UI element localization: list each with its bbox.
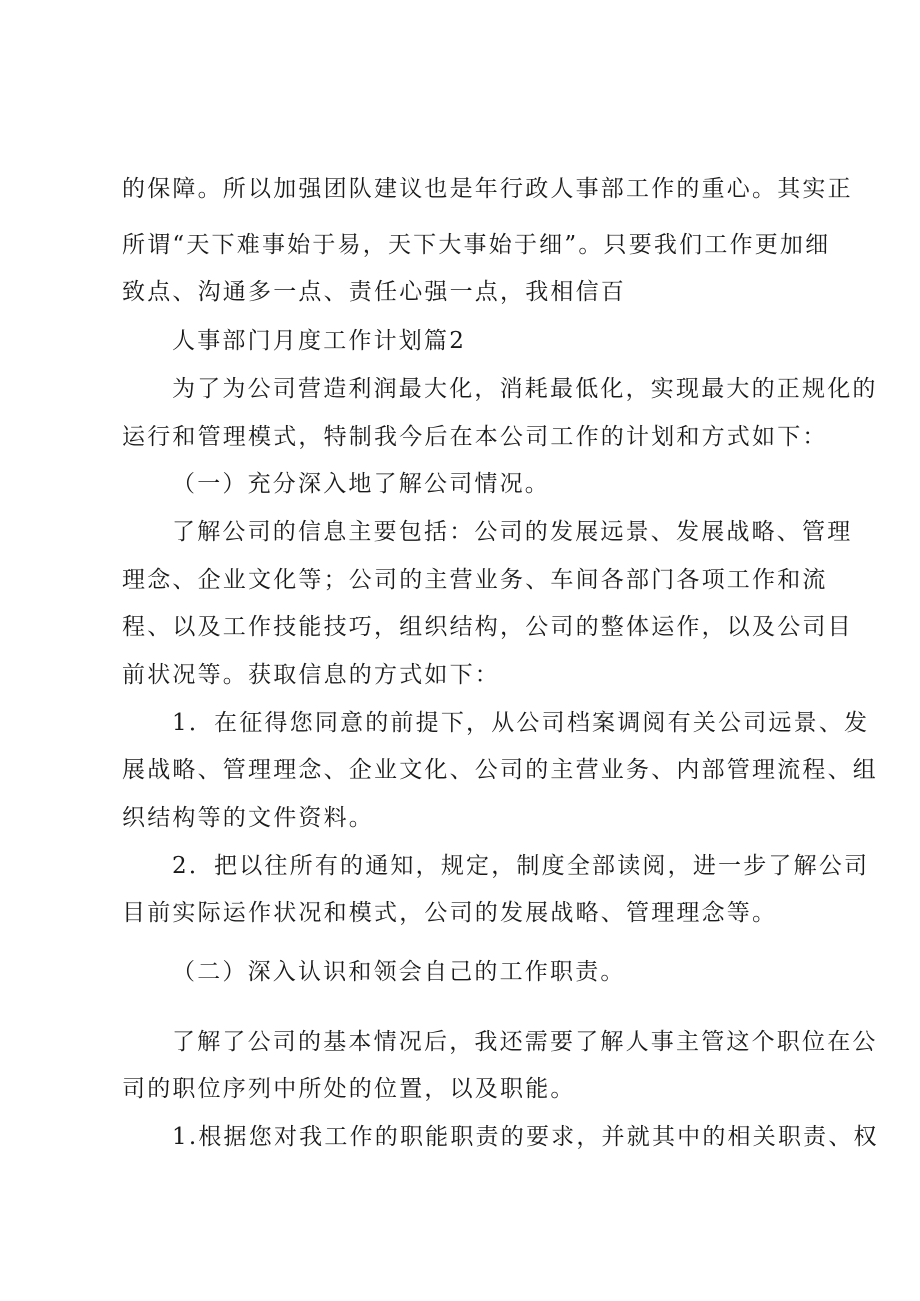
- paragraph-line: 运行和管理模式，特制我今后在本公司工作的计划和方式如下：: [122, 424, 828, 450]
- list-item-line: 2．把以往所有的通知，规定，制度全部读阅，进一步了解公司: [172, 853, 870, 879]
- paragraph-line: 理念、企业文化等；公司的主营业务、车间各部门各项工作和流: [122, 567, 828, 593]
- list-item-line: 1．在征得您同意的前提下，从公司档案调阅有关公司远景、发: [172, 710, 870, 736]
- paragraph-line: 了解了公司的基本情况后，我还需要了解人事主管这个职位在公: [172, 1029, 878, 1055]
- paragraph-line: 为了为公司营造利润最大化，消耗最低化，实现最大的正规化的: [172, 376, 878, 402]
- paragraph-line: 所谓“天下难事始于易，天下大事始于细”。只要我们工作更加细: [122, 232, 831, 258]
- list-item-line: 1.根据您对我工作的职能职责的要求，并就其中的相关职责、权: [172, 1124, 879, 1150]
- list-item-line: 目前实际运作状况和模式，公司的发展战略、管理理念等。: [122, 900, 778, 926]
- paragraph-line: 前状况等。获取信息的方式如下：: [122, 662, 500, 688]
- subsection-heading: （二）深入认识和领会自己的工作职责。: [172, 959, 626, 985]
- list-item-line: 展战略、管理理念、企业文化、公司的主营业务、内部管理流程、组: [122, 757, 878, 783]
- section-heading: 人事部门月度工作计划篇2: [172, 328, 467, 354]
- paragraph-line: 司的职位序列中所处的位置，以及职能。: [122, 1076, 576, 1102]
- paragraph-line: 了解公司的信息主要包括：公司的发展远景、发展战略、管理: [172, 519, 853, 545]
- subsection-heading: （一）充分深入地了解公司情况。: [172, 471, 550, 497]
- paragraph-line: 致点、沟通多一点、责任心强一点，我相信百: [122, 279, 626, 305]
- paragraph-line: 的保障。所以加强团队建议也是年行政人事部工作的重心。其实正: [122, 176, 853, 202]
- list-item-line: 织结构等的文件资料。: [122, 805, 374, 831]
- paragraph-line: 程、以及工作技能技巧，组织结构，公司的整体运作，以及公司目: [122, 614, 853, 640]
